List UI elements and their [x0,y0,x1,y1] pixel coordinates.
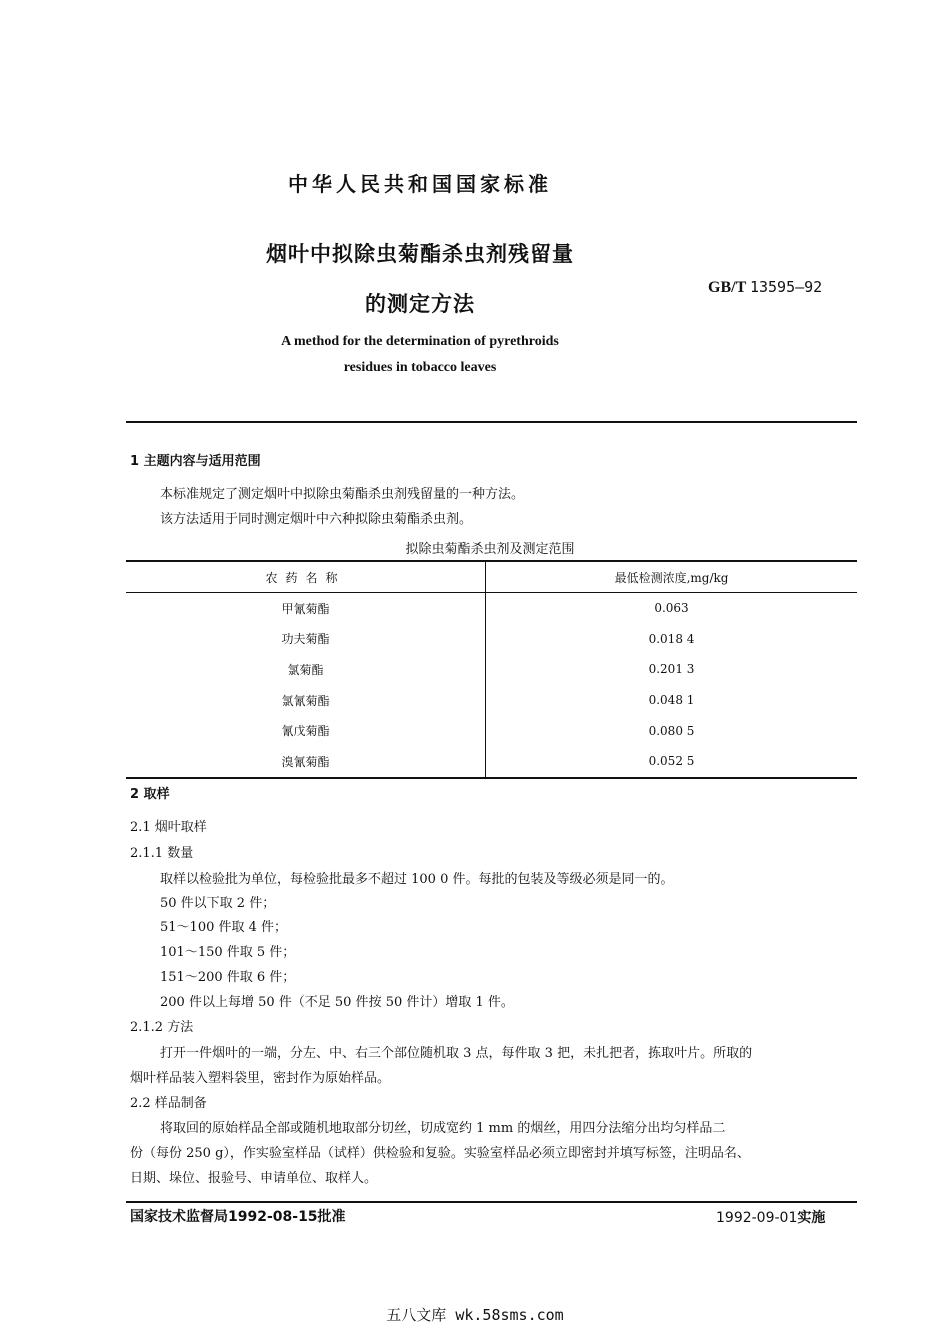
header-pesticide-name: 农药名称 [126,561,486,593]
min-detection-value: 0.052 5 [486,746,858,778]
header-min-detection: 最低检测浓度,mg/kg [486,561,858,593]
min-detection-value: 0.048 1 [648,693,695,708]
footer-divider [126,1201,857,1203]
section-2-1-1-paragraph: 取样以检验批为单位，每检验批最多不超过 100 0 件。每批的包装及等级必须是同一的。 [160,872,674,887]
pesticide-table [126,560,857,779]
approval-date: 国家技术监督局1992-08-15批准 [130,1209,346,1225]
section-2-1-2-paragraph-line-1: 打开一件烟叶的一端，分左、中、右三个部位随机取 3 点，每件取 3 把，未扎把者，拣取叶片。所取的 [160,1046,753,1061]
min-detection-value: 0.201 3 [648,662,695,677]
sampling-rule-2: 51～100 件取 4 件； [160,920,288,935]
section-2-1-2-heading: 2.1.2 方法 [130,1020,194,1035]
table-row [126,624,857,655]
english-title-line-1: A method for the determination of pyrethroids [281,334,559,349]
section-1-heading: 1 主题内容与适用范围 [130,454,261,469]
effective-label: 实施 [797,1210,826,1226]
section-1-paragraph-2: 该方法适用于同时测定烟叶中六种拟除虫菊酯杀虫剂。 [160,512,473,527]
min-detection-value: 0.080 5 [648,723,695,738]
effective-date: 1992-09-01 [716,1210,798,1226]
section-1-paragraph-1: 本标准规定了测定烟叶中拟除虫菊酯杀虫剂残留量的一种方法。 [160,487,525,502]
min-detection-value: 0.063 [654,601,689,616]
section-2-2-paragraph-line-3: 日期、垛位、报验号、申请单位、取样人。 [130,1171,378,1186]
min-detection-value: 0.018 4 [648,631,695,646]
pesticide-name: 甲氰菊酯 [126,593,486,624]
title-line-1: 烟叶中拟除虫菊酯杀虫剂残留量 [266,242,574,266]
table-row [126,715,857,746]
standard-code [708,278,822,297]
title-line-2: 的测定方法 [365,292,475,316]
effective-date-block [716,1207,825,1227]
section-2-heading: 2 取样 [130,787,170,802]
pesticide-name: 氯菊酯 [126,654,486,685]
sampling-rule-3: 101～150 件取 5 件； [160,945,296,960]
sampling-rule-4: 151～200 件取 6 件； [160,970,296,985]
sampling-rule-1: 50 件以下取 2 件； [160,896,276,911]
national-standard-heading: 中华人民共和国国家标准 [288,172,552,196]
section-2-2-paragraph-line-2: 份（每份 250 g），作实验室样品（试样）供检验和复验。实验室样品必须立即密封并填写标签，注明品名、 [130,1146,750,1161]
section-2-1-2-paragraph-line-2: 烟叶样品装入塑料袋里，密封作为原始样品。 [130,1071,391,1086]
section-2-2-paragraph-line-1: 将取回的原始样品全部或随机地取部分切丝，切成宽约 1 mm 的烟丝，用四分法缩分出均匀样品二 [160,1121,726,1136]
table-caption: 拟除虫菊酯杀虫剂及测定范围 [405,542,575,557]
standard-code-prefix: GB/T [708,279,746,296]
section-2-1-heading: 2.1 烟叶取样 [130,820,207,835]
table-row [126,746,857,778]
table-header-row [126,561,857,593]
pesticide-name: 氰戊菊酯 [126,715,486,746]
table-row [126,593,857,624]
pesticide-name: 溴氰菊酯 [126,746,486,778]
watermark: 五八文库 wk.58sms.com [386,1306,564,1324]
table-row [126,654,857,685]
standard-code-number: 13595—92 [749,278,823,296]
sampling-rule-5: 200 件以上每增 50 件（不足 50 件按 50 件计）增取 1 件。 [160,995,514,1010]
table-row [126,685,857,716]
pesticide-name: 氯氰菊酯 [126,685,486,716]
header-divider [126,421,857,423]
section-2-2-heading: 2.2 样品制备 [130,1096,207,1111]
english-title-line-2: residues in tobacco leaves [343,360,497,375]
pesticide-name: 功夫菊酯 [126,624,486,655]
section-2-1-1-heading: 2.1.1 数量 [130,846,194,861]
